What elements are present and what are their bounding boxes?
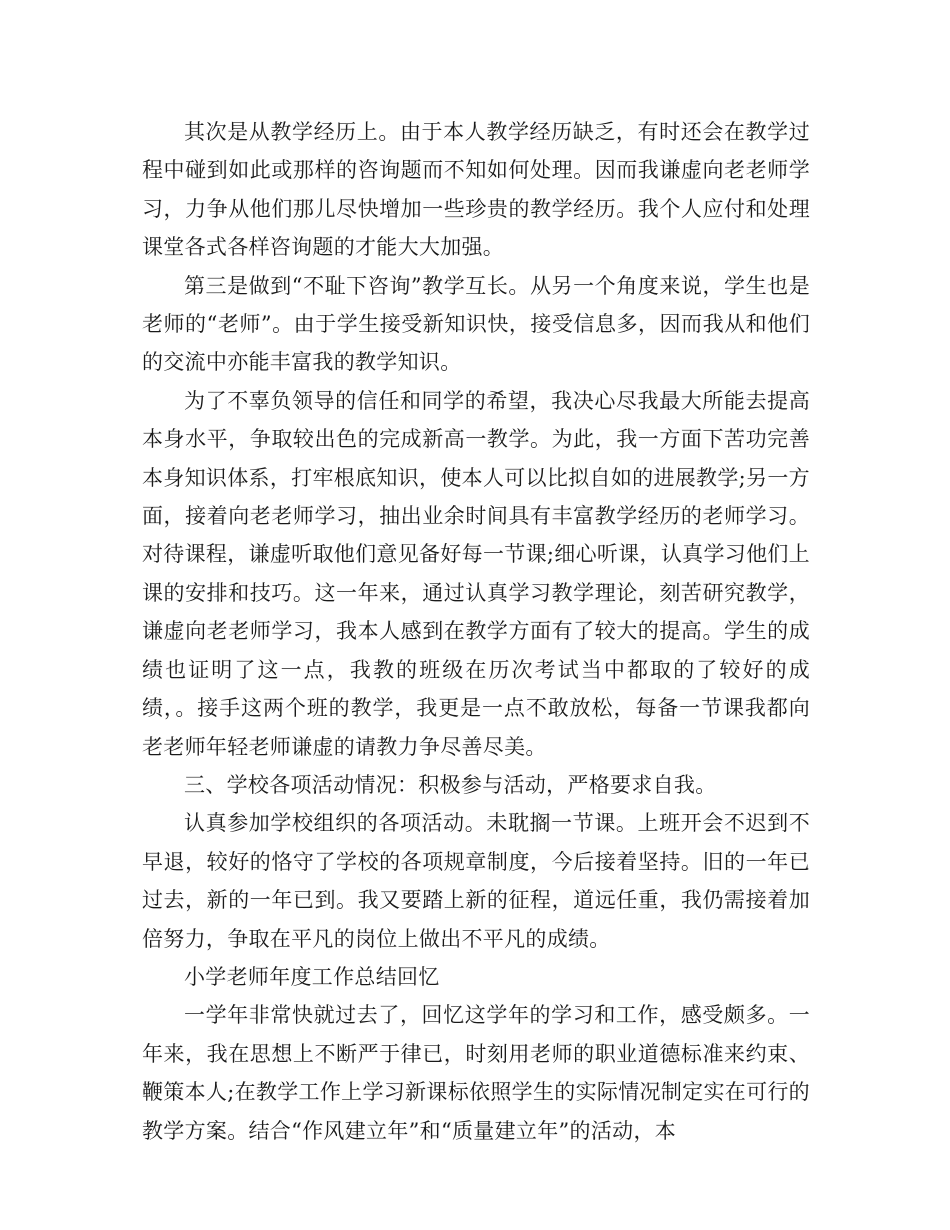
paragraph-learn-from-students: 第三是做到“不耻下咨询”教学互长。从另一个角度来说，学生也是老师的“老师”。由于学生接受新知识快，接受信息多，因而我从和他们的交流中亦能丰富我的教学知识。	[142, 273, 810, 375]
paragraph-year-review: 一学年非常快就过去了，回忆这学年的学习和工作，感受颇多。一年来，我在思想上不断严于律已，时刻用老师的职业道德标准来约束、鞭策本人;在教学工作上学习新课标依照学生的实际情况制定实在可行的教学方案。结合“作风建立年”和“质量建立年”的活动，本	[142, 1003, 810, 1143]
paragraph-self-improvement: 为了不辜负领导的信任和同学的希望，我决心尽我最大所能去提高本身水平，争取较出色的完成新高一教学。为此，我一方面下苦功完善本身知识体系，打牢根底知识，使本人可以比拟自如的进展教学;另一方面，接着向老老师学习，抽出业余时间具有丰富教学经历的老师学习。对待课程，谦虚听取他们意见备好每一节课;细心听课，认真学习他们上课的安排和技巧。这一年来，通过认真学习教学理论，刻苦研究教学，谦虚向老老师学习，我本人感到在教学方面有了较大的提高。学生的成绩也证明了这一点，我教的班级在历次考试当中都取的了较好的成绩，。接手这两个班的教学，我更是一点不敢放松，每备一节课我都向老老师年轻老师谦虚的请教力争尽善尽美。	[142, 388, 810, 759]
article-title: 小学老师年度工作总结回忆	[184, 964, 440, 989]
section-heading-school-activities: 三、学校各项活动情况：积极参与活动，严格要求自我。	[184, 772, 717, 797]
paragraph-school-activities: 认真参加学校组织的各项活动。未耽搁一节课。上班开会不迟到不早退，较好的恪守了学校的各项规章制度，今后接着坚持。旧的一年已过去，新的一年已到。我又要踏上新的征程，道远任重，我仍需接着加倍努力，争取在平凡的岗位上做出不平凡的成绩。	[142, 811, 810, 951]
paragraph-teaching-experience: 其次是从教学经历上。由于本人教学经历缺乏，有时还会在教学过程中碰到如此或那样的咨询题而不知如何处理。因而我谦虚向老老师学习，力争从他们那儿尽快增加一些珍贵的教学经历。我个人应付和处理课堂各式各样咨询题的才能大大加强。	[142, 120, 810, 260]
body-text	[142, 113, 810, 1150]
